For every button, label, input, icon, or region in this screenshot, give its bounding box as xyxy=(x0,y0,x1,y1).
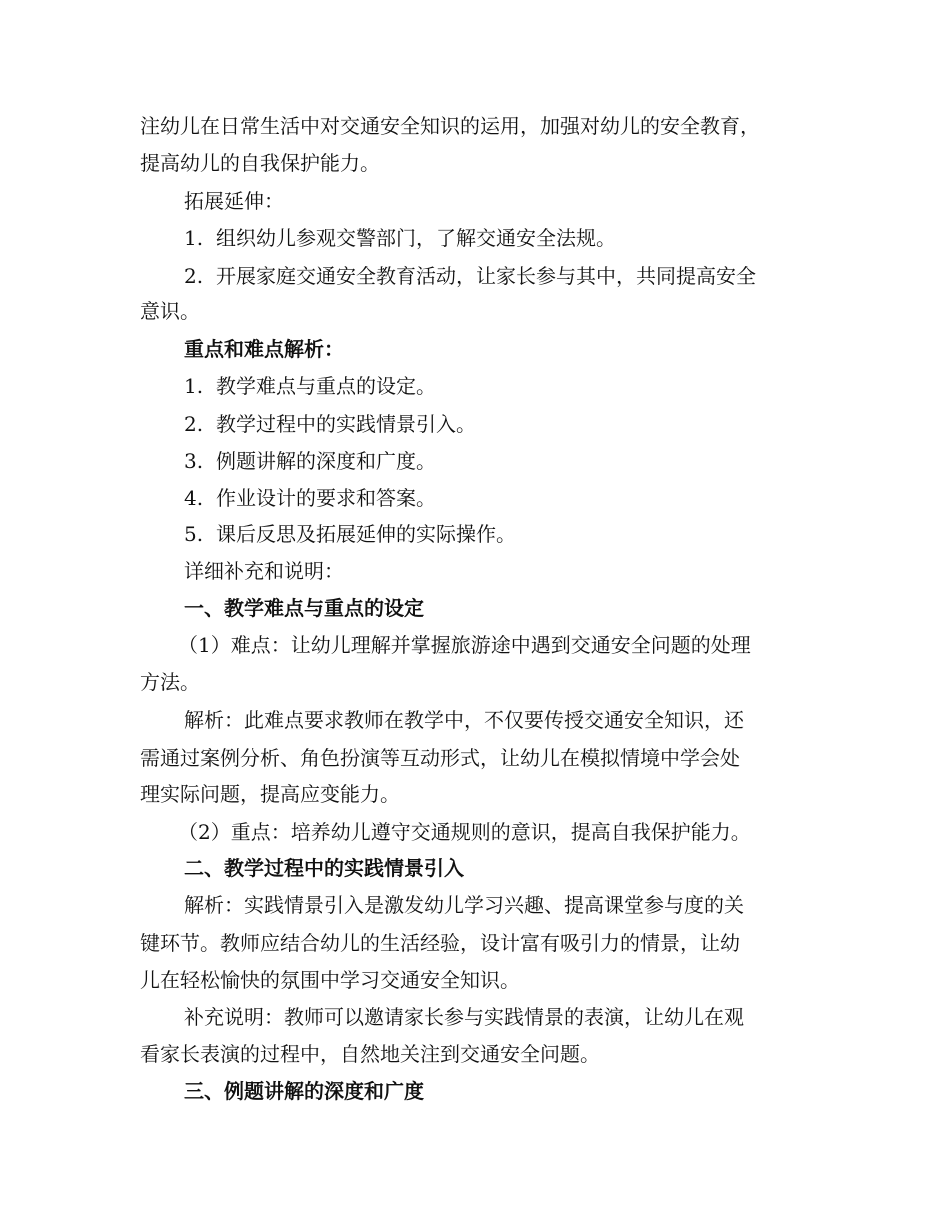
heading-section-2: 二、教学过程中的实践情景引入 xyxy=(184,856,464,880)
body-text-line: 提高幼儿的自我保护能力。 xyxy=(140,151,380,175)
list-number: 1. xyxy=(184,226,204,250)
list-number: 3. xyxy=(184,449,204,473)
heading-section-1: 一、教学难点与重点的设定 xyxy=(184,596,424,620)
body-text-line: 补充说明：教师可以邀请家长参与实践情景的表演，让幼儿在观 xyxy=(184,1005,744,1029)
list-number: 5. xyxy=(184,522,204,546)
list-number: 2. xyxy=(184,264,204,288)
list-item xyxy=(184,406,476,443)
body-text-line: （2）重点：培养幼儿遵守交通规则的意识，提高自我保护能力。 xyxy=(178,820,751,844)
body-text-line: 键环节。教师应结合幼儿的生活经验，设计富有吸引力的情景，让幼 xyxy=(140,931,740,955)
body-text-line: （1）难点：让幼儿理解并掌握旅游途中遇到交通安全问题的处理 xyxy=(178,633,751,657)
body-text-line: 需通过案例分析、角色扮演等互动形式，让幼儿在模拟情境中学会处 xyxy=(140,746,740,770)
body-text-line: 意识。 xyxy=(140,299,200,323)
body-text-line: 理实际问题，提高应变能力。 xyxy=(140,782,400,806)
list-item-text: 作业设计的要求和答案。 xyxy=(216,486,436,510)
list-item-text: 开展家庭交通安全教育活动，让家长参与其中，共同提高安全 xyxy=(216,264,756,288)
heading-section-3: 三、例题讲解的深度和广度 xyxy=(184,1079,424,1103)
section-label-details: 详细补充和说明： xyxy=(184,559,344,583)
list-item xyxy=(184,480,436,517)
list-item-text: 课后反思及拓展延伸的实际操作。 xyxy=(216,522,516,546)
section-label-extension: 拓展延伸： xyxy=(184,189,284,213)
body-text-line: 看家长表演的过程中，自然地关注到交通安全问题。 xyxy=(140,1042,600,1066)
list-number: 2. xyxy=(184,412,204,436)
list-number: 4. xyxy=(184,486,204,510)
body-text-line: 儿在轻松愉快的氛围中学习交通安全知识。 xyxy=(140,968,520,992)
list-item-text: 组织幼儿参观交警部门，了解交通安全法规。 xyxy=(216,226,616,250)
list-number: 1. xyxy=(184,374,204,398)
list-item-text: 教学难点与重点的设定。 xyxy=(216,374,436,398)
list-item xyxy=(184,516,516,553)
body-text-line: 解析：此难点要求教师在教学中，不仅要传授交通安全知识，还 xyxy=(184,708,744,732)
section-heading-key-points: 重点和难点解析： xyxy=(184,337,344,361)
list-item xyxy=(184,443,436,480)
list-item xyxy=(184,258,756,295)
body-text-line: 注幼儿在日常生活中对交通安全知识的运用，加强对幼儿的安全教育， xyxy=(140,114,760,138)
list-item-text: 例题讲解的深度和广度。 xyxy=(216,449,436,473)
body-text-line: 解析：实践情景引入是激发幼儿学习兴趣、提高课堂参与度的关 xyxy=(184,893,744,917)
list-item xyxy=(184,220,616,257)
body-text-line: 方法。 xyxy=(140,670,200,694)
list-item xyxy=(184,368,436,405)
list-item-text: 教学过程中的实践情景引入。 xyxy=(216,412,476,436)
